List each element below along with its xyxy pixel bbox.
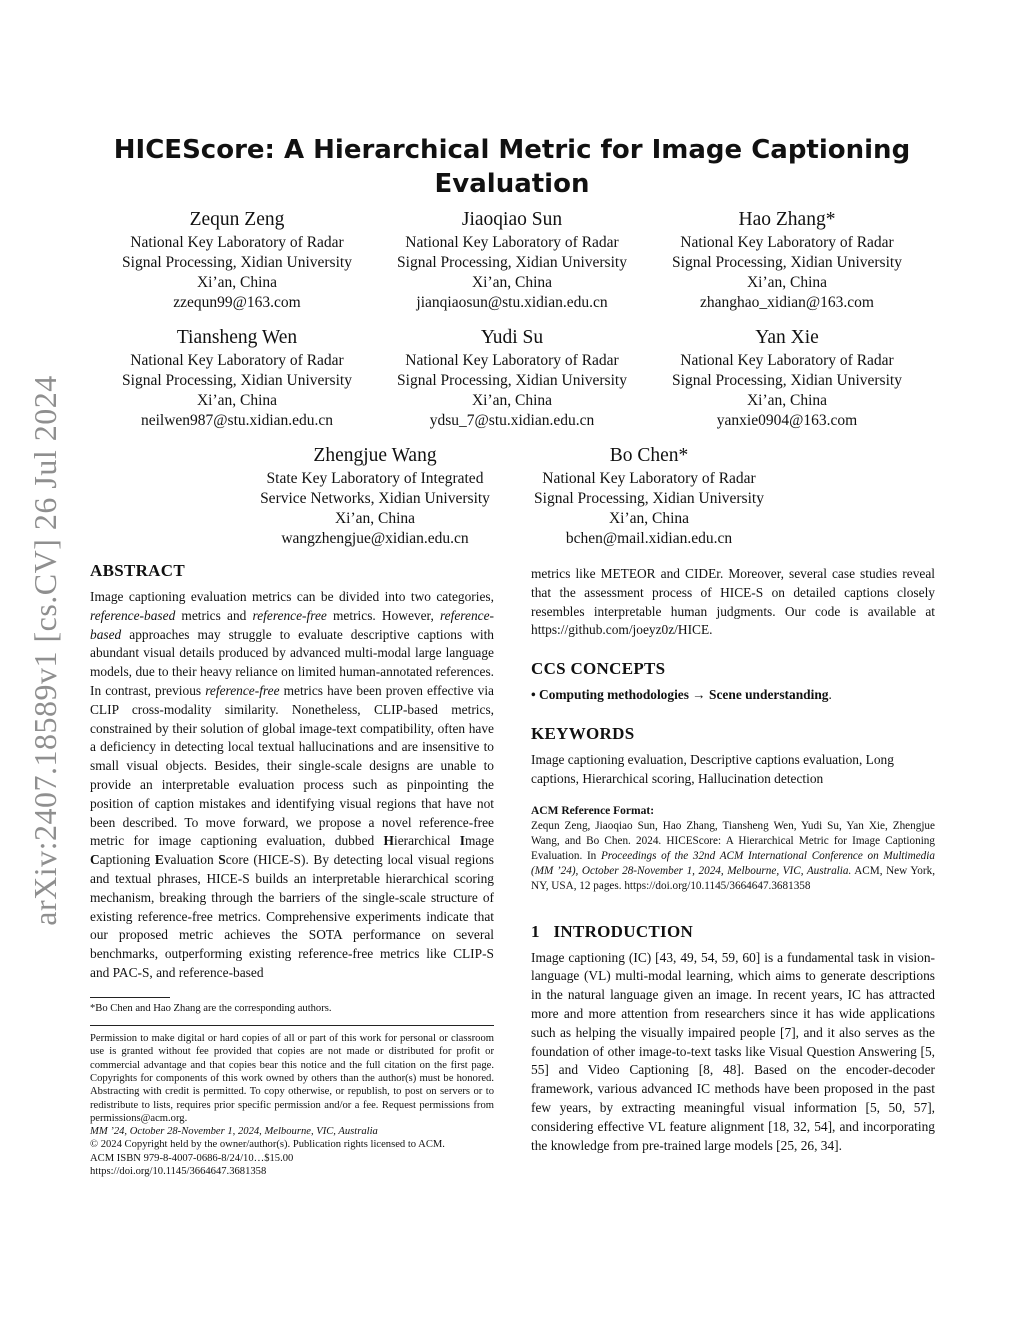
- author-affiliation: Signal Processing, Xidian University: [397, 254, 627, 271]
- author-email: wangzhengjue@xidian.edu.cn: [281, 530, 469, 547]
- author-card: [377, 207, 647, 313]
- author-affiliation: National Key Laboratory of Radar: [680, 352, 894, 369]
- author-card: [652, 325, 922, 431]
- author-name: Yan Xie: [755, 327, 819, 348]
- author-name: Yudi Su: [480, 327, 544, 348]
- abstract-text: Image captioning evaluation metrics can be divided into two categories, reference-based metrics and reference-free metrics. However, reference-based approaches may struggle to evaluate descriptive captions with abundant visual details produced by advanced multi-modal large language models, due to their heavy reliance on limited human-annotated references. In contrast, previous reference-free metrics have been proven effective via CLIP cross-modality similarity. Nonetheless, CLIP-based metrics, constrained by their solution of global image-text compatibility, often have a deficiency in detecting local textual hallucinations and are insensitive to small visual objects. Besides, their single-scale designs are unable to provide an interpretable evaluation process such as pinpointing the position of caption mistakes and identifying visual regions that have not been described. To move forward, we propose a novel reference-free metric for image captioning evaluation, dubbed Hierarchical Image Captioning Evaluation Score (HICE-S). By detecting local visual regions and textual phrases, HICE-S builds an interpretable hierarchical scoring mechanism, breaking through the barriers of the single-scale structure of existing reference-free metrics. Comprehensive experiments indicate that our proposed metric achieves the SOTA performance on several benchmarks, outperforming existing reference-free metrics like CLIP-S and PAC-S, and reference-based: [90, 589, 495, 980]
- author-row: [0, 207, 1024, 325]
- author-affiliation: National Key Laboratory of Radar: [130, 234, 344, 251]
- corresponding-footnote: *Bo Chen and Hao Zhang are the corresponding authors.: [90, 1002, 332, 1014]
- keywords-text: Image captioning evaluation, Descriptive captions evaluation, Long captions, Hierarchical scoring, Hallucination detection: [531, 751, 894, 786]
- author-location: Xi’an, China: [471, 392, 553, 409]
- author-name: Tiansheng Wen: [176, 327, 298, 348]
- author-block: [0, 207, 1024, 561]
- author-location: Xi’an, China: [196, 274, 278, 291]
- author-name: Zequn Zeng: [189, 209, 285, 230]
- author-affiliation: National Key Laboratory of Radar: [680, 234, 894, 251]
- author-card: [514, 443, 784, 549]
- author-affiliation: National Key Laboratory of Radar: [542, 470, 756, 487]
- author-card: [102, 207, 372, 313]
- keywords-heading: KEYWORDS: [531, 723, 635, 743]
- author-row: [0, 325, 1024, 443]
- introduction-section: [531, 921, 935, 1156]
- author-email: bchen@mail.xidian.edu.cn: [565, 530, 733, 547]
- doi-line: https://doi.org/10.1145/3664647.3681358: [90, 1166, 267, 1177]
- author-location: Xi’an, China: [608, 510, 690, 527]
- author-card: [652, 207, 922, 313]
- author-affiliation: Signal Processing, Xidian University: [122, 372, 352, 389]
- conference-line: MM ’24, October 28-November 1, 2024, Melbourne, VIC, Australia: [90, 1126, 378, 1138]
- author-affiliation: Signal Processing, Xidian University: [672, 372, 902, 389]
- author-location: Xi’an, China: [746, 392, 828, 409]
- author-row: [0, 443, 1024, 561]
- author-location: Xi’an, China: [334, 510, 416, 527]
- author-email: ydsu_7@stu.xidian.edu.cn: [429, 412, 595, 429]
- author-affiliation: National Key Laboratory of Radar: [405, 234, 619, 251]
- author-affiliation: Signal Processing, Xidian University: [397, 372, 627, 389]
- arxiv-stamp-text: arXiv:2407.18589v1 [cs.CV] 26 Jul 2024: [26, 374, 63, 926]
- author-name: Bo Chen*: [609, 445, 689, 466]
- author-email: zhanghao_xidian@163.com: [700, 294, 874, 311]
- acm-reference: [531, 805, 935, 895]
- author-affiliation: National Key Laboratory of Radar: [405, 352, 619, 369]
- isbn-line: ACM ISBN 979-8-4007-0686-8/24/10…$15.00: [90, 1152, 294, 1164]
- introduction-heading: 1 INTRODUCTION: [531, 921, 694, 941]
- author-affiliation: Signal Processing, Xidian University: [122, 254, 352, 271]
- author-affiliation: Signal Processing, Xidian University: [672, 254, 902, 271]
- author-card: [377, 325, 647, 431]
- author-email: zzequn99@163.com: [173, 294, 301, 311]
- author-name: Hao Zhang*: [738, 209, 836, 230]
- author-email: neilwen987@stu.xidian.edu.cn: [140, 412, 334, 429]
- introduction-text: Image captioning (IC) [43, 49, 54, 59, 60] is a fundamental task in vision-language (VL) multi-modal learning, which aims to generate descriptions in the natural language given an image. In recent years, IC has attracted more and more attention from researchers since it has wide applications such as helping the visually impaired people [7], and it also serves as the foundation of other image-to-text tasks like Visual Question Answering [5, 55] and Video Captioning [8, 48]. Based on the encoder-decoder framework, various advanced IC methods have been proposed in the past few years, by extracting meaningful visual information [5, 50, 57], considering effective VL feature alignment [18, 32, 54], and incorporating the knowledge from pre-trained large models [25, 26, 34].: [531, 949, 935, 1153]
- abstract-heading: ABSTRACT: [90, 561, 185, 580]
- author-affiliation: State Key Laboratory of Integrated: [266, 470, 484, 487]
- author-email: yanxie0904@163.com: [716, 412, 858, 429]
- ccs-section: [531, 658, 935, 705]
- ccs-heading: CCS CONCEPTS: [531, 659, 666, 679]
- right-column: [531, 560, 935, 1155]
- author-card: [102, 325, 372, 431]
- author-affiliation: National Key Laboratory of Radar: [130, 352, 344, 369]
- author-name: Jiaoqiao Sun: [461, 209, 563, 230]
- permission-notice: Permission to make digital or hard copies of all or part of this work for personal or classroom use is granted without fee provided that copies are not made or distributed for profit or commercial advantage and that copies bear this notice and the full citation on the first page. Copyrights for components of this work owned by others than the author(s) must be honored. Abstracting with credit is permitted. To copy otherwise, or republish, to post on servers or to redistribute to lists, requires prior specific permission and/or a fee. Request permissions from permissions@acm.org.: [90, 1033, 494, 1124]
- permission-rule: [90, 1025, 494, 1026]
- author-location: Xi’an, China: [471, 274, 553, 291]
- ccs-item: • Computing methodologies → Scene understanding.: [531, 687, 832, 703]
- author-email: jianqiaosun@stu.xidian.edu.cn: [416, 294, 608, 311]
- footnote-rule: [90, 997, 170, 998]
- author-name: Zhengjue Wang: [313, 445, 437, 466]
- copyright-line: © 2024 Copyright held by the owner/author(s). Publication rights licensed to ACM.: [90, 1139, 445, 1151]
- author-affiliation: Service Networks, Xidian University: [260, 490, 490, 507]
- author-location: Xi’an, China: [196, 392, 278, 409]
- paper-title: HICEScore: A Hierarchical Metric for Image Captioning Evaluation: [113, 135, 911, 199]
- keywords-section: [531, 723, 935, 789]
- acm-reference-text: Zequn Zeng, Jiaoqiao Sun, Hao Zhang, Tiansheng Wen, Yudi Su, Yan Xie, Zhengjue Wang, and Bo Chen. 2024. HICEScore: A Hierarchical Metric for Image Captioning Evaluation. In Proceedings of the 32nd ACM International Conference on Multimedia (MM ’24), October 28-November 1, 2024, Melbourne, VIC, Australia. ACM, New York, NY, USA, 12 pages. https://doi.org/10.1145/3664647.3681358: [531, 819, 936, 893]
- abstract-continued: metrics like METEOR and CIDEr. Moreover, several case studies reveal that the assessment process of HICE-S on detailed captions closely resembles interpretable human judgments. Our code is available at https://github.com/joeyz0z/HICE.: [531, 566, 935, 638]
- left-column: [90, 560, 494, 1178]
- author-affiliation: Signal Processing, Xidian University: [534, 490, 764, 507]
- acm-reference-heading: ACM Reference Format:: [531, 804, 655, 817]
- author-card: [240, 443, 510, 549]
- author-location: Xi’an, China: [746, 274, 828, 291]
